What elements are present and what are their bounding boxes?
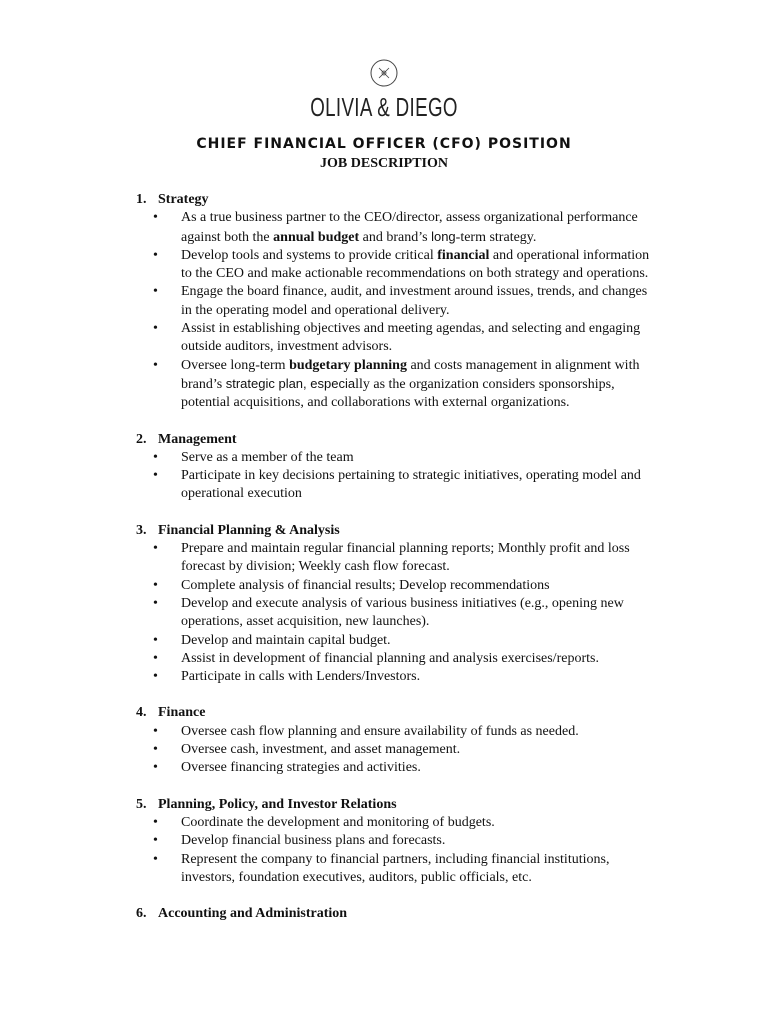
section-title: Financial Planning & Analysis — [158, 522, 340, 538]
section — [136, 522, 656, 687]
list-item: • Assist in establishing objectives and meeting agendas, and selecting and engaging outside auditors, investment advisors. — [153, 321, 641, 355]
section — [136, 905, 656, 923]
bullet-icon: • — [153, 814, 158, 830]
section — [136, 704, 656, 777]
bullet-icon: • — [153, 321, 158, 337]
list-item: • Represent the company to financial partners, including financial institutions, investors, foundation executives, auditors, public officials, etc. — [153, 851, 610, 885]
list-item: • Engage the board finance, audit, and investment around issues, trends, and changes in the operating model and operational delivery. — [153, 284, 648, 318]
bullet-icon: • — [153, 723, 158, 739]
section-number: 4. — [136, 705, 147, 721]
list-item: • Complete analysis of financial results; Develop recommendations — [136, 577, 656, 595]
section-number: 5. — [136, 796, 147, 812]
bullet-list — [136, 814, 656, 887]
bullet-list — [136, 540, 656, 686]
page-subtitle: JOB DESCRIPTION — [320, 156, 448, 171]
bullet-icon: • — [153, 284, 158, 300]
section-heading — [136, 704, 656, 722]
bullet-icon: • — [153, 669, 158, 685]
bullet-icon: • — [153, 247, 158, 263]
bullet-icon: • — [153, 577, 158, 593]
bullet-icon: • — [153, 468, 158, 484]
section-title: Management — [158, 431, 237, 447]
bullet-icon: • — [153, 650, 158, 666]
section-heading — [136, 431, 656, 449]
list-item: • Participate in calls with Lenders/Investors. — [136, 668, 656, 686]
bullet-icon: • — [153, 760, 158, 776]
list-item: • Assist in development of financial planning and analysis exercises/reports. — [136, 650, 656, 668]
crest-circle-icon — [369, 58, 399, 88]
bullet-list — [136, 449, 656, 504]
section-heading — [136, 191, 656, 209]
bullet-list — [136, 209, 656, 412]
section-heading — [136, 522, 656, 540]
list-item: • As a true business partner to the CEO/director, assess organizational performance against both the annual budget and brand’s long-term strategy. — [153, 210, 638, 245]
list-item: • Develop tools and systems to provide critical financial and operational information to the CEO and make actionable recommendations on both strategy and operations. — [153, 247, 650, 282]
list-item: • Serve as a member of the team — [136, 449, 656, 467]
section — [136, 796, 656, 887]
bullet-icon: • — [153, 541, 158, 557]
section-title: Planning, Policy, and Investor Relations — [158, 796, 397, 812]
list-item: • Oversee cash, investment, and asset management. — [136, 741, 656, 759]
section-number: 6. — [136, 906, 147, 922]
list-item: • Develop and execute analysis of various business initiatives (e.g., opening new operations, asset acquisition, new launches). — [153, 595, 624, 630]
page-title: CHIEF FINANCIAL OFFICER (CFO) POSITION — [196, 136, 572, 152]
list-item: • Develop financial business plans and forecasts. — [136, 832, 656, 850]
section — [136, 191, 656, 413]
list-item: • Prepare and maintain regular financial planning reports; Monthly profit and loss forecast by division; Weekly cash flow forecast. — [153, 541, 630, 575]
job-sections — [136, 191, 656, 941]
bullet-list — [136, 723, 656, 778]
section-heading — [136, 905, 656, 923]
bullet-icon: • — [153, 210, 158, 226]
list-item: • Oversee long-term budgetary planning and costs management in alignment with brand’s strategic plan, especially as the organization considers sponsorships, potential acquisitions, and collaborations with external organizations. — [153, 357, 640, 411]
bullet-icon: • — [153, 742, 158, 758]
list-item: • Participate in key decisions pertaining to strategic initiatives, operating model and operational execution — [153, 468, 641, 502]
section — [136, 431, 656, 504]
section-title: Accounting and Administration — [158, 906, 348, 922]
section-title: Strategy — [158, 192, 209, 207]
section-number: 2. — [136, 431, 147, 447]
section-heading — [136, 796, 656, 814]
section-number: 1. — [136, 192, 147, 207]
bullet-icon: • — [153, 449, 158, 465]
list-item: • Oversee financing strategies and activities. — [136, 759, 656, 777]
bullet-icon: • — [153, 833, 158, 849]
section-number: 3. — [136, 522, 147, 538]
bullet-icon: • — [153, 357, 158, 373]
section-title: Finance — [158, 705, 206, 721]
list-item: • Coordinate the development and monitoring of budgets. — [136, 814, 656, 832]
list-item: • Oversee cash flow planning and ensure availability of funds as needed. — [136, 723, 656, 741]
bullet-icon: • — [153, 851, 158, 867]
list-item: • Develop and maintain capital budget. — [136, 632, 656, 650]
logo — [0, 58, 768, 123]
brand-name: OLIVIA & DIEGO — [310, 92, 458, 122]
bullet-icon: • — [153, 595, 158, 611]
bullet-icon: • — [153, 632, 158, 648]
